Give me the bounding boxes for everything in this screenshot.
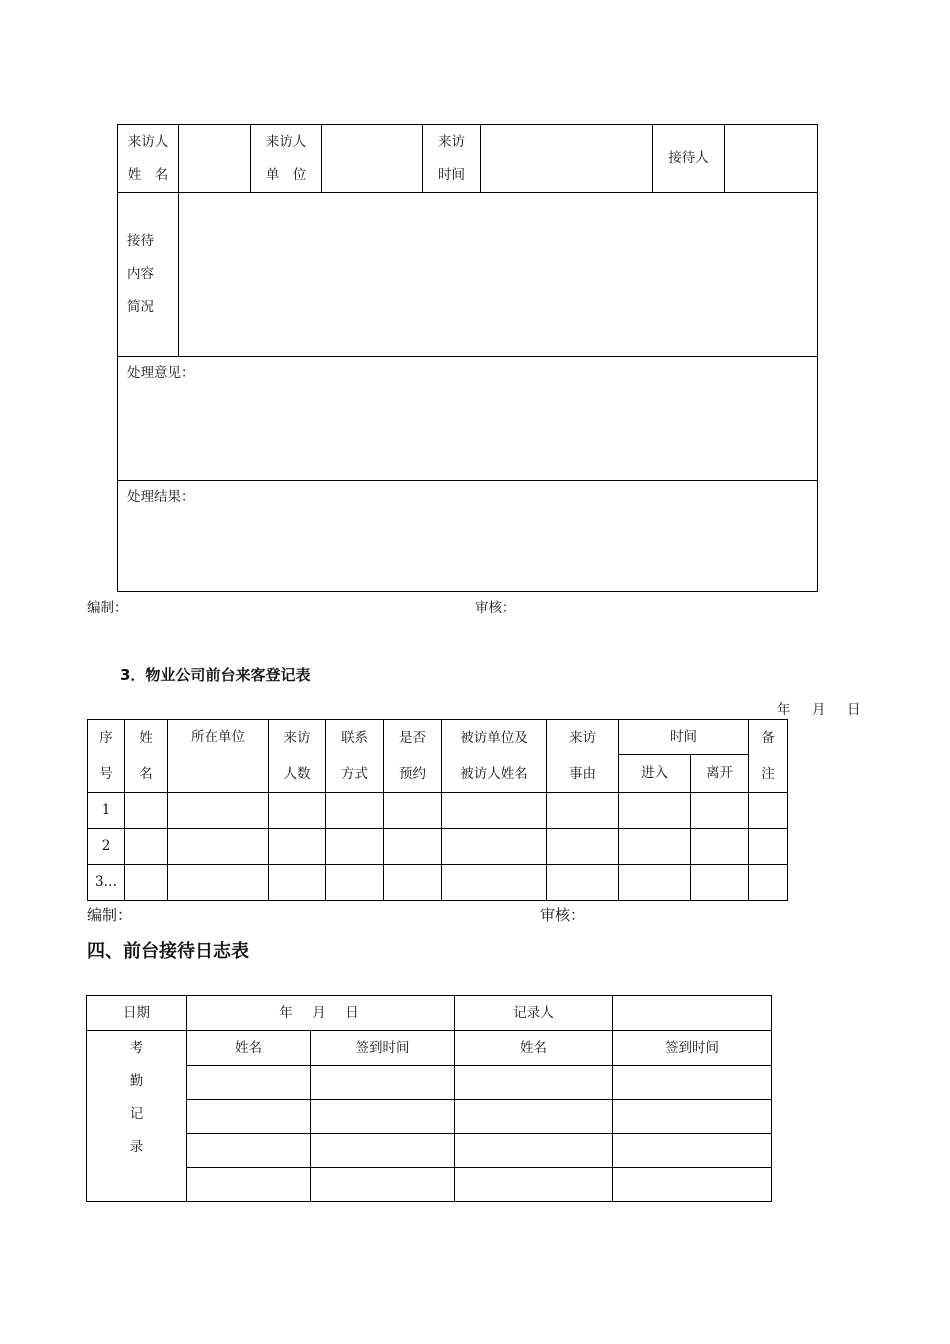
col-time-b: 签到时间 — [613, 1031, 772, 1066]
cell[interactable] — [619, 793, 691, 829]
col-unit: 所在单位 — [168, 720, 269, 793]
opinion-field[interactable] — [118, 357, 818, 481]
col-leave: 离开 — [691, 755, 749, 793]
col-name: 姓 名 — [125, 720, 168, 793]
row-seq: 3… — [88, 865, 125, 901]
recorder-field[interactable] — [613, 996, 772, 1031]
cell[interactable] — [613, 1100, 772, 1134]
col-enter: 进入 — [619, 755, 691, 793]
cell[interactable] — [384, 793, 442, 829]
cell[interactable] — [455, 1100, 613, 1134]
recorder-label: 记录人 — [455, 996, 613, 1031]
cell[interactable] — [455, 1134, 613, 1168]
cell[interactable] — [547, 865, 619, 901]
result-field[interactable] — [118, 481, 818, 592]
cell[interactable] — [384, 865, 442, 901]
visitor-register-table — [87, 719, 788, 901]
cell[interactable] — [442, 865, 547, 901]
log-heading: 四、前台接待日志表 — [87, 941, 249, 962]
col-note: 备 注 — [749, 720, 788, 793]
cell[interactable] — [749, 865, 788, 901]
opinion-label: 处理意见： — [127, 365, 195, 381]
col-seq: 序 号 — [88, 720, 125, 793]
result-label: 处理结果： — [127, 489, 195, 505]
cell[interactable] — [187, 1168, 311, 1202]
receiver-field[interactable] — [725, 125, 818, 193]
reviewed-by-label-2: 审核： — [540, 906, 586, 924]
col-name-b: 姓名 — [455, 1031, 613, 1066]
table-row — [88, 865, 788, 901]
visitor-unit-field[interactable] — [322, 125, 423, 193]
col-contact: 联系 方式 — [326, 720, 384, 793]
cell[interactable] — [442, 829, 547, 865]
visit-time-label: 来访 时间 — [423, 125, 481, 193]
cell[interactable] — [311, 1100, 455, 1134]
cell[interactable] — [613, 1134, 772, 1168]
cell[interactable] — [613, 1066, 772, 1100]
cell[interactable] — [269, 865, 326, 901]
reception-log-table — [86, 995, 772, 1202]
col-time-a: 签到时间 — [311, 1031, 455, 1066]
table-row — [87, 1066, 772, 1100]
cell[interactable] — [749, 793, 788, 829]
visit-time-field[interactable] — [481, 125, 653, 193]
table-row — [87, 1168, 772, 1202]
receiver-label: 接待人 — [653, 125, 725, 193]
visitor-unit-label: 来访人 单 位 — [251, 125, 322, 193]
col-host: 被访单位及 被访人姓名 — [442, 720, 547, 793]
visitor-name-field[interactable] — [179, 125, 251, 193]
date-label: 日期 — [87, 996, 187, 1031]
cell[interactable] — [269, 829, 326, 865]
cell[interactable] — [326, 793, 384, 829]
cell[interactable] — [125, 793, 168, 829]
col-time: 时间 — [619, 720, 749, 755]
row-seq: 1 — [88, 793, 125, 829]
cell[interactable] — [269, 793, 326, 829]
table-row — [88, 829, 788, 865]
cell[interactable] — [613, 1168, 772, 1202]
cell[interactable] — [187, 1066, 311, 1100]
summary-label: 接待 内容 简况 — [118, 193, 179, 357]
summary-field[interactable] — [179, 193, 818, 357]
cell[interactable] — [619, 865, 691, 901]
cell[interactable] — [326, 829, 384, 865]
cell[interactable] — [326, 865, 384, 901]
cell[interactable] — [187, 1134, 311, 1168]
col-reason: 来访 事由 — [547, 720, 619, 793]
compiled-by-label-2: 编制： — [87, 906, 133, 924]
cell[interactable] — [168, 793, 269, 829]
cell[interactable] — [455, 1066, 613, 1100]
compiled-by-label: 编制： — [87, 600, 128, 616]
cell[interactable] — [547, 829, 619, 865]
col-visitor-count: 来访 人数 — [269, 720, 326, 793]
cell[interactable] — [619, 829, 691, 865]
visit-record-table — [117, 124, 818, 592]
cell[interactable] — [187, 1100, 311, 1134]
cell[interactable] — [311, 1066, 455, 1100]
date-value: 年 月 日 — [187, 996, 455, 1031]
cell[interactable] — [168, 865, 269, 901]
reviewed-by-label: 审核： — [475, 600, 516, 616]
cell[interactable] — [691, 829, 749, 865]
row-seq: 2 — [88, 829, 125, 865]
cell[interactable] — [691, 865, 749, 901]
cell[interactable] — [691, 793, 749, 829]
col-booked: 是否 预约 — [384, 720, 442, 793]
cell[interactable] — [311, 1168, 455, 1202]
cell[interactable] — [125, 829, 168, 865]
cell[interactable] — [547, 793, 619, 829]
cell[interactable] — [125, 865, 168, 901]
register-date: 年 月 日 — [777, 702, 865, 718]
cell[interactable] — [455, 1168, 613, 1202]
register-heading: 3．物业公司前台来客登记表 — [120, 666, 311, 684]
cell[interactable] — [442, 793, 547, 829]
cell[interactable] — [384, 829, 442, 865]
visitor-name-label: 来访人 姓 名 — [118, 125, 179, 193]
cell[interactable] — [168, 829, 269, 865]
cell[interactable] — [311, 1134, 455, 1168]
cell[interactable] — [749, 829, 788, 865]
col-name-a: 姓名 — [187, 1031, 311, 1066]
attendance-label: 考 勤 记 录 — [87, 1031, 187, 1202]
table-row — [87, 1134, 772, 1168]
table-row — [87, 1100, 772, 1134]
table-row — [88, 793, 788, 829]
